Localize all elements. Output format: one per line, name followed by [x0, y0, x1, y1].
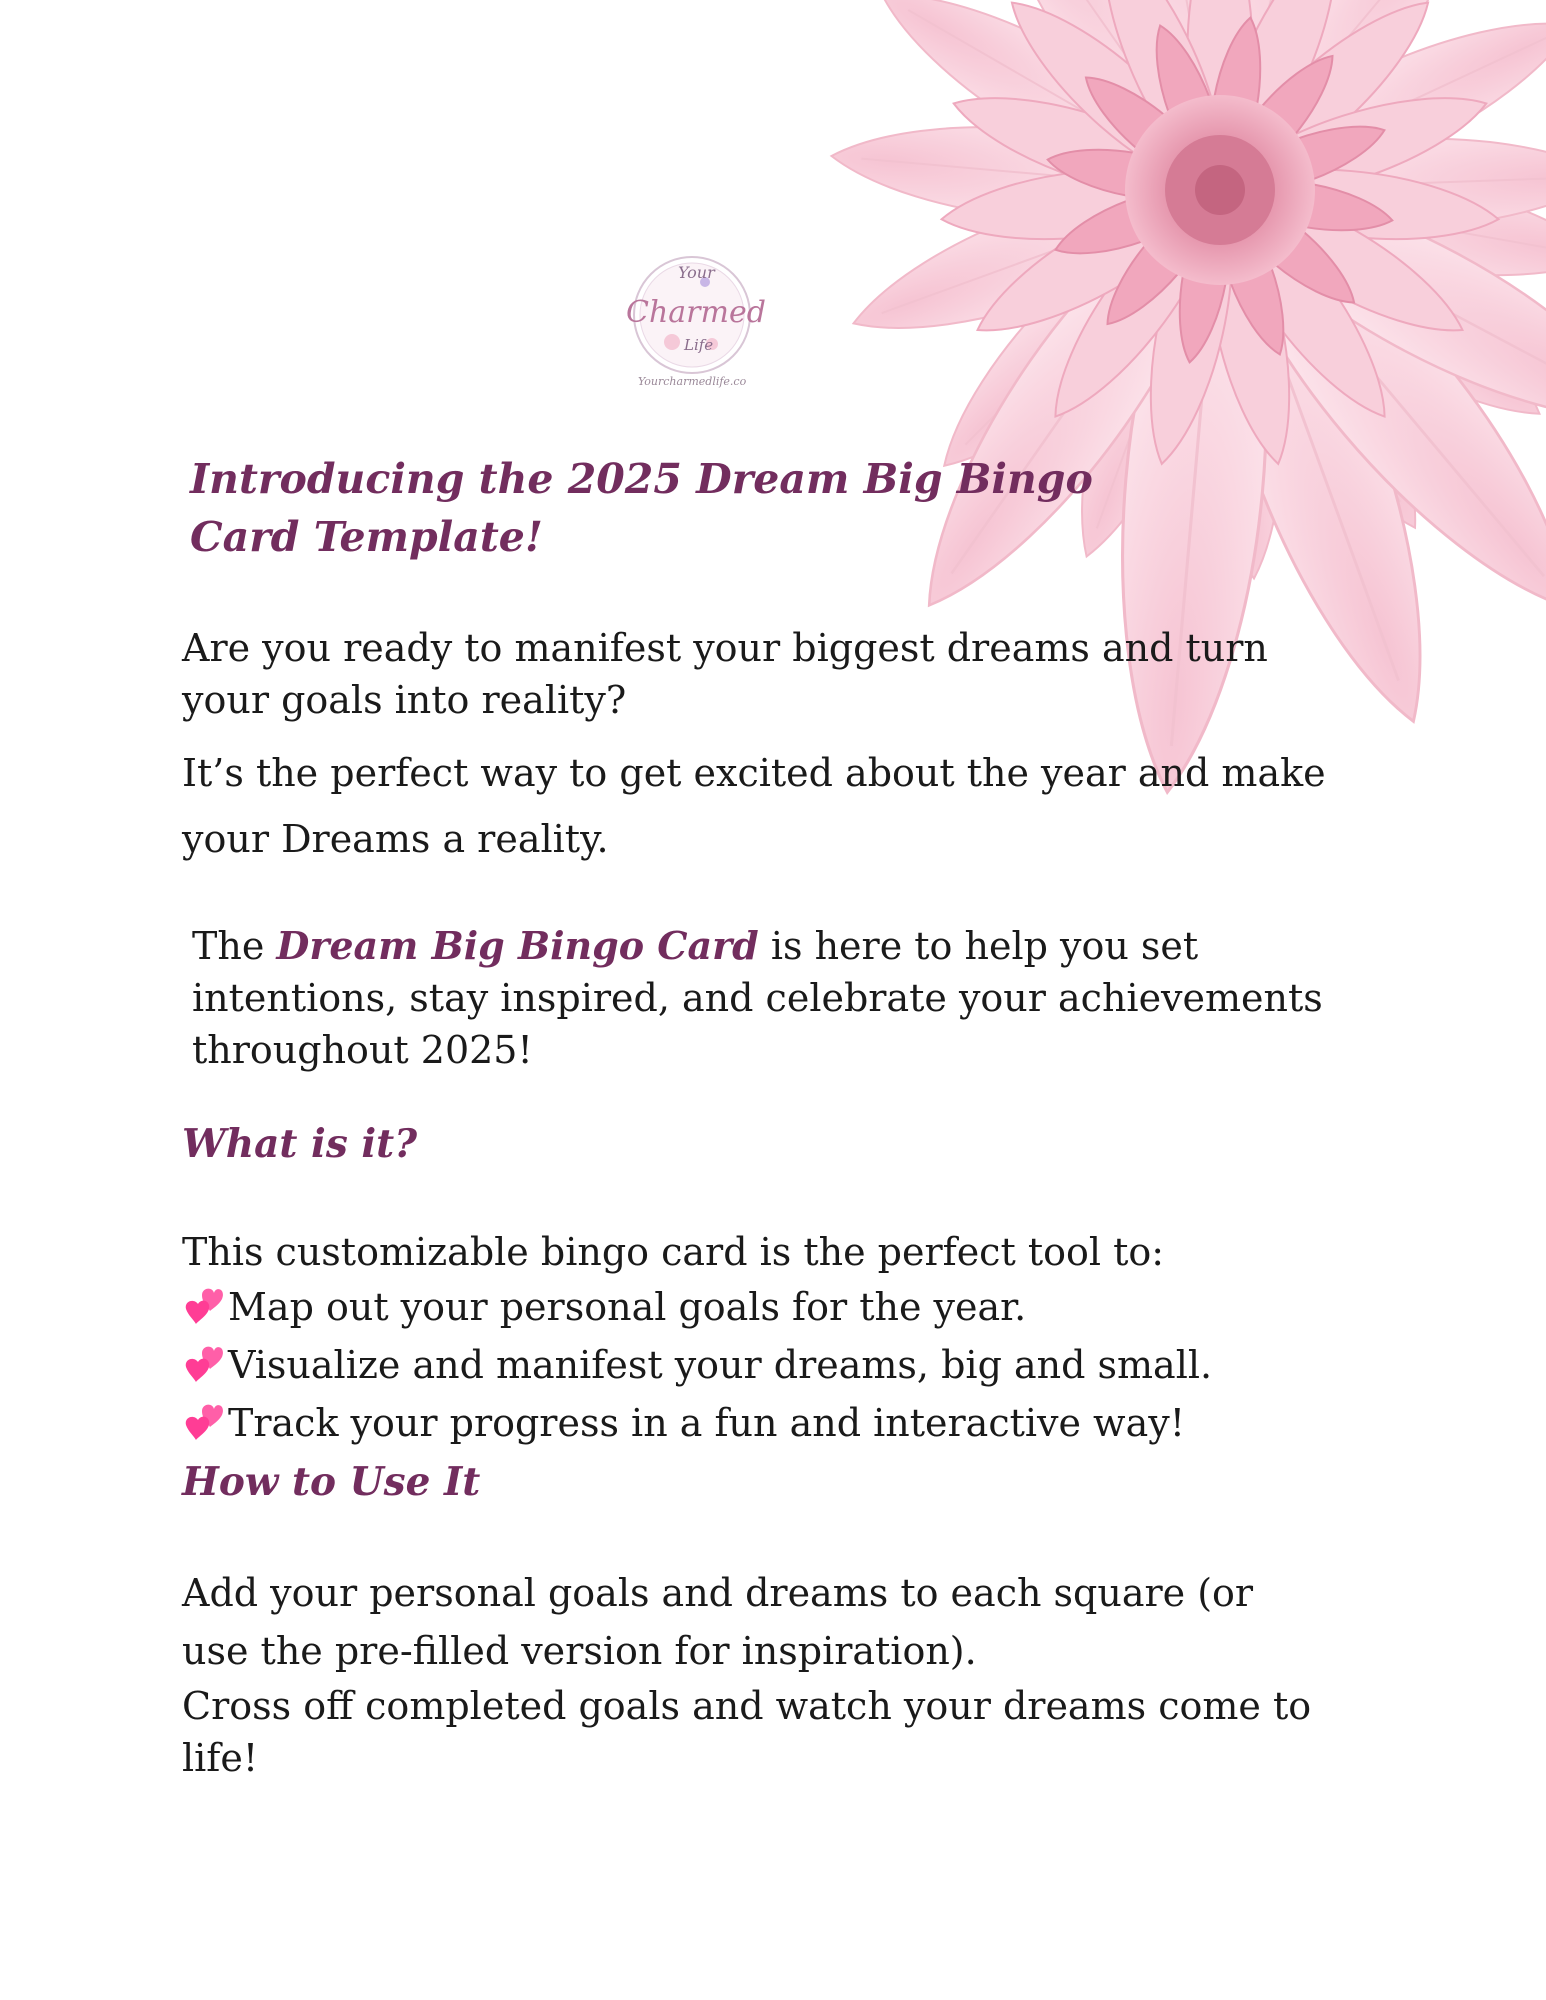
list-item-text: Map out your personal goals for the year. — [228, 1285, 1027, 1329]
goal-list — [182, 1278, 1382, 1452]
two-hearts-icon — [182, 1345, 226, 1385]
product-name-emphasis: Dream Big Bingo Card — [276, 923, 759, 968]
list-item-text: Track your progress in a fun and interactive way! — [228, 1401, 1185, 1445]
what-is-it-heading: What is it? — [182, 1121, 418, 1167]
intro-paragraph-2: It’s the perfect way to get excited about the year and make your Dreams a reality. — [182, 751, 1326, 861]
how-paragraph-2: Cross off completed goals and watch your dreams come to life! — [182, 1684, 1312, 1780]
brand-logo — [620, 250, 770, 410]
list-item — [182, 1336, 1382, 1394]
document-body — [182, 450, 1382, 1784]
logo-bottom-text: Life — [684, 336, 714, 354]
logo-emblem — [620, 250, 770, 410]
page-title: Introducing the 2025 Dream Big Bingo Card Template! — [190, 455, 1093, 561]
intro-paragraph-3-prefix: The — [192, 924, 277, 968]
intro-paragraph-1: Are you ready to manifest your biggest dreams and turn your goals into reality? — [182, 626, 1268, 722]
how-paragraph-1: Add your personal goals and dreams to each square (or use the pre-filled version for inspiration). — [182, 1571, 1254, 1673]
logo-url-text: Yourcharmedlife.co — [638, 375, 747, 388]
intro-paragraph-3 — [182, 920, 1382, 1076]
what-lead: This customizable bingo card is the perfect tool to: — [182, 1230, 1165, 1274]
list-item-text: Visualize and manifest your dreams, big and small. — [228, 1343, 1213, 1387]
intro-paragraph-3-suffix: is here to help you set intentions, stay inspired, and celebrate your achievements throughout 2025! — [192, 924, 1323, 1072]
logo-script-text: Charmed — [626, 295, 766, 330]
how-to-use-heading: How to Use It — [182, 1459, 481, 1505]
logo-top-text: Your — [678, 263, 715, 282]
list-item — [182, 1278, 1382, 1336]
two-hearts-icon — [182, 1287, 226, 1327]
two-hearts-icon — [182, 1403, 226, 1443]
list-item — [182, 1394, 1382, 1452]
